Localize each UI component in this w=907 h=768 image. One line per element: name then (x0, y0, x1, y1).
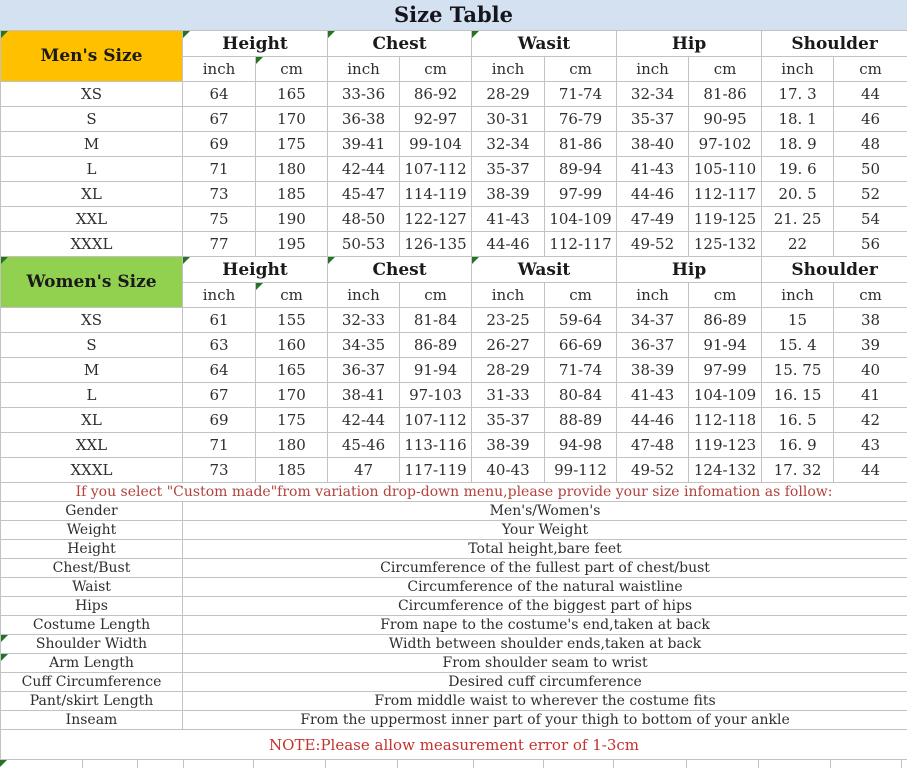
measurement-value: 88-89 (545, 408, 617, 433)
measurement-value: 48 (834, 132, 907, 157)
measurement-value: 30-31 (472, 107, 545, 132)
measurement-value: 49-52 (617, 232, 689, 257)
measurement-value: 99-112 (545, 458, 617, 483)
women-row-xxxl (1, 458, 907, 483)
measurement-value: 112-117 (689, 182, 762, 207)
measurement-value: 91-94 (400, 358, 472, 383)
measurement-value: 39-41 (328, 132, 400, 157)
men-size-section-header: Men's Size (1, 31, 183, 82)
men-row-xxxl (1, 232, 907, 257)
measure-label: Cuff Circumference (1, 673, 183, 692)
size-label: XL (1, 182, 183, 207)
measurement-value: 66-69 (545, 333, 617, 358)
measurement-value: 99-104 (400, 132, 472, 157)
measurement-value: 105-110 (689, 157, 762, 182)
measurement-value: 54 (834, 207, 907, 232)
measurement-value: 77 (183, 232, 256, 257)
measurement-value: 50 (834, 157, 907, 182)
column-sub-cm: cm (689, 283, 762, 308)
column-sub-cm: cm (834, 57, 907, 82)
women-row-xxl (1, 433, 907, 458)
column-sub-cm: cm (400, 57, 472, 82)
column-sub-cm: cm (689, 57, 762, 82)
measurement-value: 33-36 (328, 82, 400, 107)
measurement-value: 44 (834, 458, 907, 483)
measurement-value: 81-84 (400, 308, 472, 333)
measurement-value: 41-43 (617, 157, 689, 182)
measurement-value: 73 (183, 458, 256, 483)
measurement-value: 35-37 (472, 408, 545, 433)
women-row-xl (1, 408, 907, 433)
measurement-value: 67 (183, 383, 256, 408)
measurement-value: 125-132 (689, 232, 762, 257)
measurement-value: 47-49 (617, 207, 689, 232)
measurement-value: 170 (256, 383, 328, 408)
men-row-xs (1, 82, 907, 107)
bottom-grid-strip (0, 760, 907, 768)
measurement-value: 97-102 (689, 132, 762, 157)
size-label: XXXL (1, 458, 183, 483)
size-label: XS (1, 82, 183, 107)
measurement-value: 69 (183, 408, 256, 433)
measurement-value: 71 (183, 157, 256, 182)
measurement-value: 40-43 (472, 458, 545, 483)
column-group-shoulder: Shoulder (762, 31, 907, 57)
measurement-value: 86-89 (400, 333, 472, 358)
column-group-wasit: Wasit (472, 31, 617, 57)
column-group-chest: Chest (328, 257, 472, 283)
measure-description: Your Weight (183, 521, 907, 540)
column-group-hip: Hip (617, 257, 762, 283)
measure-label: Costume Length (1, 616, 183, 635)
measurement-value: 94-98 (545, 433, 617, 458)
size-label: XS (1, 308, 183, 333)
measure-label: Arm Length (1, 654, 183, 673)
measurement-value: 34-37 (617, 308, 689, 333)
column-group-chest: Chest (328, 31, 472, 57)
measurement-row (1, 597, 907, 616)
measurement-value: 39 (834, 333, 907, 358)
column-group-shoulder: Shoulder (762, 257, 907, 283)
measure-label: Waist (1, 578, 183, 597)
measurement-value: 90-95 (689, 107, 762, 132)
gridline (397, 760, 398, 768)
measurement-value: 63 (183, 333, 256, 358)
measurement-value: 160 (256, 333, 328, 358)
measurement-value: 195 (256, 232, 328, 257)
column-group-height: Height (183, 257, 328, 283)
measurement-value: 18. 9 (762, 132, 834, 157)
women-size-section-header: Women's Size (1, 257, 183, 308)
measure-description: Desired cuff circumference (183, 673, 907, 692)
custom-made-instruction: If you select "Custom made"from variation drop-down menu,please provide your size infomation as follow: (1, 483, 907, 502)
measure-description: Circumference of the natural waistline (183, 578, 907, 597)
size-label: M (1, 358, 183, 383)
gridline (253, 760, 254, 768)
measurement-value: 86-89 (689, 308, 762, 333)
size-label: M (1, 132, 183, 157)
measurement-value: 38-41 (328, 383, 400, 408)
measurement-value: 75 (183, 207, 256, 232)
measurement-value: 31-33 (472, 383, 545, 408)
measurement-value: 119-125 (689, 207, 762, 232)
column-sub-cm: cm (834, 283, 907, 308)
measurement-value: 180 (256, 157, 328, 182)
measurement-value: 40 (834, 358, 907, 383)
measurement-value: 124-132 (689, 458, 762, 483)
size-label: XXXL (1, 232, 183, 257)
measurement-row (1, 540, 907, 559)
measurement-value: 41-43 (617, 383, 689, 408)
size-label: S (1, 107, 183, 132)
column-sub-inch: inch (762, 283, 834, 308)
measurement-value: 71-74 (545, 82, 617, 107)
gridline (82, 760, 83, 768)
measurement-value: 32-34 (617, 82, 689, 107)
measurement-value: 42 (834, 408, 907, 433)
column-sub-inch: inch (472, 57, 545, 82)
measurement-value: 170 (256, 107, 328, 132)
men-row-xxl (1, 207, 907, 232)
measurement-value: 64 (183, 82, 256, 107)
size-label: XXL (1, 433, 183, 458)
measurement-value: 107-112 (400, 408, 472, 433)
measure-description: From middle waist to wherever the costume fits (183, 692, 907, 711)
measurement-row (1, 616, 907, 635)
measurement-value: 44-46 (617, 408, 689, 433)
measurement-row (1, 711, 907, 730)
page-title: Size Table (0, 0, 907, 30)
measurement-row (1, 502, 907, 521)
measure-description: Circumference of the biggest part of hips (183, 597, 907, 616)
measurement-value: 21. 25 (762, 207, 834, 232)
gridline (473, 760, 474, 768)
measurement-value: 114-119 (400, 182, 472, 207)
measurement-value: 104-109 (689, 383, 762, 408)
measurement-row (1, 692, 907, 711)
men-row-l (1, 157, 907, 182)
measurement-value: 91-94 (689, 333, 762, 358)
measurement-value: 97-103 (400, 383, 472, 408)
measurement-value: 155 (256, 308, 328, 333)
measurement-value: 36-38 (328, 107, 400, 132)
column-sub-cm: cm (545, 57, 617, 82)
women-row-l (1, 383, 907, 408)
measurement-value: 45-46 (328, 433, 400, 458)
measurement-value: 119-123 (689, 433, 762, 458)
column-group-wasit: Wasit (472, 257, 617, 283)
measurement-value: 46 (834, 107, 907, 132)
men-row-xl (1, 182, 907, 207)
measurement-value: 16. 9 (762, 433, 834, 458)
measurement-value: 107-112 (400, 157, 472, 182)
column-sub-cm: cm (400, 283, 472, 308)
measurement-row (1, 578, 907, 597)
measurement-value: 35-37 (617, 107, 689, 132)
measure-label: Weight (1, 521, 183, 540)
column-sub-inch: inch (328, 57, 400, 82)
measurement-value: 117-119 (400, 458, 472, 483)
measurement-value: 81-86 (689, 82, 762, 107)
size-label: S (1, 333, 183, 358)
measure-label: Inseam (1, 711, 183, 730)
measurement-value: 32-34 (472, 132, 545, 157)
measurement-value: 104-109 (545, 207, 617, 232)
measurement-value: 17. 32 (762, 458, 834, 483)
column-sub-inch: inch (472, 283, 545, 308)
measurement-value: 15. 4 (762, 333, 834, 358)
measurement-value: 97-99 (689, 358, 762, 383)
measurement-value: 180 (256, 433, 328, 458)
gridline (758, 760, 759, 768)
measurement-value: 76-79 (545, 107, 617, 132)
measurement-value: 175 (256, 408, 328, 433)
measurement-row (1, 654, 907, 673)
measurement-value: 61 (183, 308, 256, 333)
measurement-value: 69 (183, 132, 256, 157)
gridline (830, 760, 831, 768)
measure-description: Width between shoulder ends,taken at back (183, 635, 907, 654)
measure-description: Circumference of the fullest part of chest/bust (183, 559, 907, 578)
measurement-value: 34-35 (328, 333, 400, 358)
measurement-value: 50-53 (328, 232, 400, 257)
measurement-value: 165 (256, 82, 328, 107)
measurement-value: 18. 1 (762, 107, 834, 132)
measurement-error-note: NOTE:Please allow measurement error of 1-3cm (1, 730, 907, 760)
column-sub-inch: inch (328, 283, 400, 308)
measurement-value: 64 (183, 358, 256, 383)
measurement-value: 56 (834, 232, 907, 257)
column-sub-inch: inch (762, 57, 834, 82)
measurement-value: 73 (183, 182, 256, 207)
size-label: L (1, 157, 183, 182)
measure-description: Men's/Women's (183, 502, 907, 521)
measurement-value: 97-99 (545, 182, 617, 207)
measurement-value: 81-86 (545, 132, 617, 157)
men-row-s (1, 107, 907, 132)
measurement-value: 112-118 (689, 408, 762, 433)
women-row-s (1, 333, 907, 358)
measurement-value: 165 (256, 358, 328, 383)
measurement-value: 26-27 (472, 333, 545, 358)
women-row-m (1, 358, 907, 383)
measurement-value: 92-97 (400, 107, 472, 132)
column-group-height: Height (183, 31, 328, 57)
gridline (613, 760, 614, 768)
measurement-value: 49-52 (617, 458, 689, 483)
size-label: XXL (1, 207, 183, 232)
measurement-value: 44 (834, 82, 907, 107)
measurement-value: 36-37 (328, 358, 400, 383)
measurement-value: 38-39 (472, 433, 545, 458)
measurement-row (1, 521, 907, 540)
measurement-value: 38 (834, 308, 907, 333)
measurement-value: 17. 3 (762, 82, 834, 107)
measurement-value: 43 (834, 433, 907, 458)
measurement-value: 42-44 (328, 408, 400, 433)
gridline (137, 760, 138, 768)
measurement-value: 113-116 (400, 433, 472, 458)
measurement-value: 67 (183, 107, 256, 132)
size-label: XL (1, 408, 183, 433)
measurement-row (1, 635, 907, 654)
measurement-value: 28-29 (472, 358, 545, 383)
measurement-row (1, 673, 907, 692)
size-label: L (1, 383, 183, 408)
measurement-value: 20. 5 (762, 182, 834, 207)
measure-label: Hips (1, 597, 183, 616)
column-sub-inch: inch (617, 283, 689, 308)
measurement-value: 71-74 (545, 358, 617, 383)
measurement-value: 41-43 (472, 207, 545, 232)
measurement-value: 32-33 (328, 308, 400, 333)
measurement-value: 190 (256, 207, 328, 232)
measurement-value: 42-44 (328, 157, 400, 182)
measurement-value: 23-25 (472, 308, 545, 333)
measurement-value: 19. 6 (762, 157, 834, 182)
gridline (901, 760, 902, 768)
measure-label: Chest/Bust (1, 559, 183, 578)
column-group-hip: Hip (617, 31, 762, 57)
measurement-value: 22 (762, 232, 834, 257)
gridline (543, 760, 544, 768)
measurement-value: 16. 15 (762, 383, 834, 408)
measurement-value: 15. 75 (762, 358, 834, 383)
column-sub-cm: cm (545, 283, 617, 308)
men-row-m (1, 132, 907, 157)
measurement-value: 80-84 (545, 383, 617, 408)
column-sub-inch: inch (183, 57, 256, 82)
measurement-value: 38-39 (472, 182, 545, 207)
measurement-value: 185 (256, 458, 328, 483)
measurement-value: 86-92 (400, 82, 472, 107)
measurement-value: 16. 5 (762, 408, 834, 433)
gridline (686, 760, 687, 768)
measurement-value: 71 (183, 433, 256, 458)
measurement-value: 126-135 (400, 232, 472, 257)
column-sub-inch: inch (617, 57, 689, 82)
measure-label: Shoulder Width (1, 635, 183, 654)
gridline (183, 760, 184, 768)
measurement-value: 175 (256, 132, 328, 157)
measurement-value: 28-29 (472, 82, 545, 107)
measurement-value: 44-46 (472, 232, 545, 257)
column-sub-cm: cm (256, 57, 328, 82)
measure-description: From the uppermost inner part of your thigh to bottom of your ankle (183, 711, 907, 730)
measure-description: Total height,bare feet (183, 540, 907, 559)
column-sub-cm: cm (256, 283, 328, 308)
gridline (325, 760, 326, 768)
measurement-value: 112-117 (545, 232, 617, 257)
measurement-value: 122-127 (400, 207, 472, 232)
measurement-row (1, 559, 907, 578)
measure-label: Height (1, 540, 183, 559)
measurement-value: 38-40 (617, 132, 689, 157)
measure-label: Gender (1, 502, 183, 521)
measurement-value: 89-94 (545, 157, 617, 182)
measurement-value: 48-50 (328, 207, 400, 232)
measurement-value: 36-37 (617, 333, 689, 358)
measurement-value: 41 (834, 383, 907, 408)
measurement-value: 44-46 (617, 182, 689, 207)
measurement-value: 47 (328, 458, 400, 483)
measurement-value: 52 (834, 182, 907, 207)
measurement-value: 38-39 (617, 358, 689, 383)
measurement-value: 185 (256, 182, 328, 207)
measurement-value: 47-48 (617, 433, 689, 458)
measurement-value: 35-37 (472, 157, 545, 182)
comment-triangle-icon (0, 760, 7, 767)
column-sub-inch: inch (183, 283, 256, 308)
measure-description: From shoulder seam to wrist (183, 654, 907, 673)
measurement-value: 45-47 (328, 182, 400, 207)
measurement-value: 15 (762, 308, 834, 333)
size-table (0, 30, 907, 760)
measurement-value: 59-64 (545, 308, 617, 333)
women-row-xs (1, 308, 907, 333)
measure-label: Pant/skirt Length (1, 692, 183, 711)
measure-description: From nape to the costume's end,taken at back (183, 616, 907, 635)
